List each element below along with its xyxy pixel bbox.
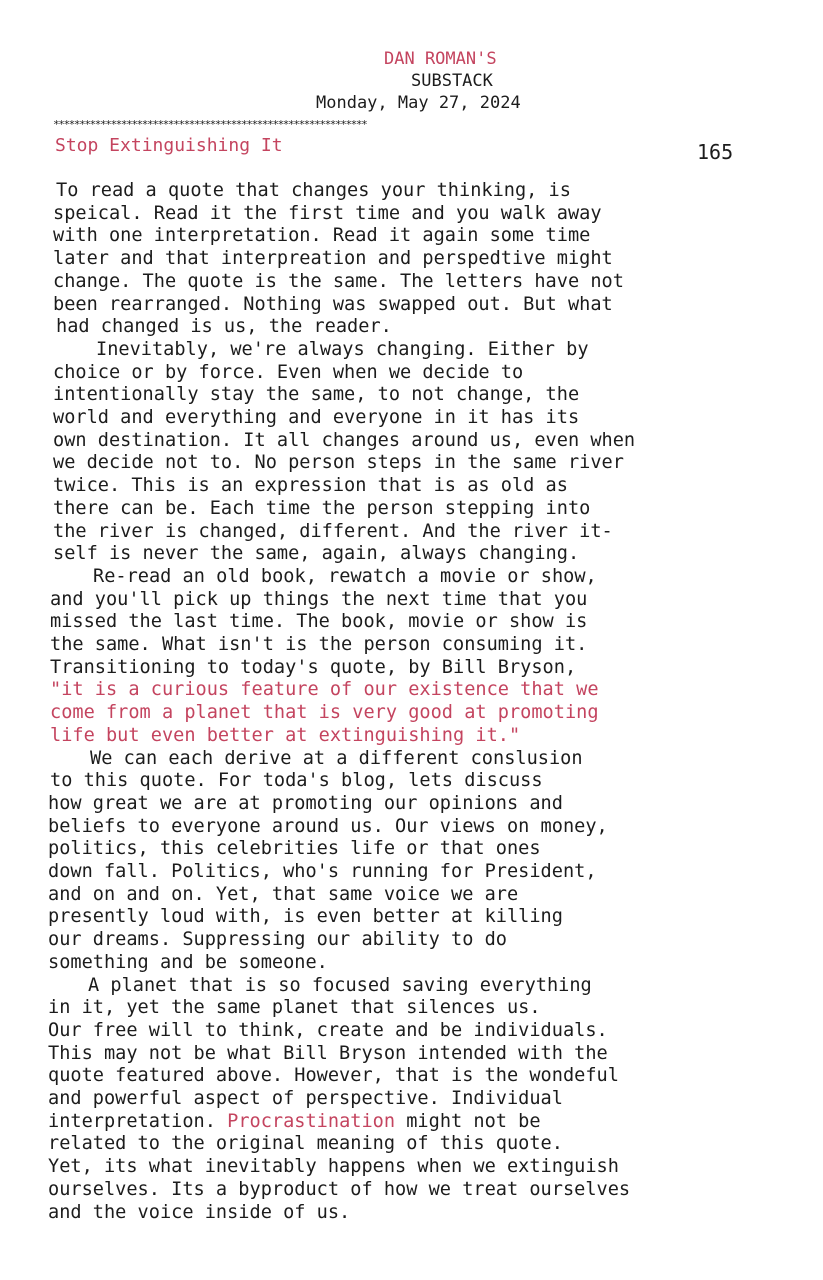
body-line: quote featured above. However, that is the wondeful: [48, 1065, 619, 1087]
body-line: missed the last time. The book, movie or show is: [50, 611, 588, 633]
body-line: been rearranged. Nothing was swapped out. But what: [53, 293, 613, 315]
post-date: Monday, May 27, 2024: [316, 93, 521, 113]
body-line: twice. This is an expression that is as old as: [53, 475, 568, 497]
body-line: there can be. Each time the person stepping into: [53, 497, 591, 519]
star-divider: ************************************************************: [53, 118, 367, 131]
body-line: in it, yet the same planet that silences us.: [48, 997, 541, 1019]
body-line: Yet, its what inevitably happens when we extinguish: [48, 1156, 619, 1178]
body-line: "it is a curious feature of our existence that we: [50, 679, 599, 701]
body-line: with one interpretation. Read it again some time: [53, 225, 591, 247]
body-line: later and that interpreation and perspedtive might: [53, 248, 613, 270]
body-line: To read a quote that changes your thinking, is: [56, 180, 571, 201]
body-line: come from a planet that is very good at promoting: [50, 702, 599, 724]
body-line: and on and on. Yet, that same voice we are: [48, 883, 519, 905]
body-line: A planet that is so focused saving everything: [88, 974, 592, 996]
author-line: DAN ROMAN'S: [384, 49, 497, 69]
body-line: This may not be what Bill Bryson intended with the: [48, 1042, 608, 1064]
body-line: beliefs to everyone around us. Our views on money,: [48, 815, 608, 837]
body-line: related to the original meaning of this quote.: [48, 1133, 563, 1155]
body-line: interpretation. Procrastination might not be: [48, 1110, 541, 1132]
body-line: to this quote. For toda's blog, lets discuss: [50, 770, 543, 792]
body-line: Our free will to think, create and be individuals.: [48, 1019, 608, 1041]
body-line: life but even better at extinguishing it.": [50, 724, 521, 746]
body-line: world and everything and everyone in it has its: [53, 407, 580, 428]
body-line: and the voice inside of us.: [48, 1201, 351, 1223]
highlighted-word: Procrastination: [227, 1110, 396, 1132]
body-line: had changed is us, the reader.: [56, 316, 392, 338]
body-line: our dreams. Suppressing our ability to do: [48, 929, 507, 951]
body-line: speical. Read it the first time and you walk away: [53, 202, 602, 224]
body-line: change. The quote is the same. The letters have not: [53, 270, 624, 292]
body-line: self is never the same, again, always changing.: [53, 543, 580, 565]
post-title: Stop Extinguishing It: [55, 135, 283, 156]
body-line: Re-read an old book, rewatch a movie or show,: [93, 565, 597, 587]
body-line: Transitioning to today's quote, by Bill Bryson,: [50, 656, 577, 678]
publication-name: SUBSTACK: [411, 71, 493, 91]
body-line: politics, this celebrities life or that ones: [48, 838, 541, 860]
body-line: presently loud with, is even better at killing: [48, 906, 563, 928]
body-line: how great we are at promoting our opinions and: [48, 792, 563, 814]
body-line: choice or by force. Even when we decide to: [53, 361, 524, 383]
body-line: we decide not to. No person steps in the same river: [53, 452, 624, 474]
body-line: down fall. Politics, who's running for President,: [48, 861, 597, 882]
page-number: 165: [697, 140, 734, 164]
body-line: own destination. It all changes around us, even when: [53, 429, 636, 451]
body-line: Inevitably, we're always changing. Either by: [96, 338, 589, 360]
body-line: ourselves. Its a byproduct of how we treat ourselves: [48, 1178, 631, 1200]
body-line: something and be someone.: [48, 951, 328, 973]
body-line: We can each derive at a different conslusion: [90, 747, 583, 769]
body-line: and powerful aspect of perspective. Individual: [48, 1088, 563, 1109]
body-line: intentionally stay the same, to not change, the: [53, 384, 580, 406]
body-line: the river is changed, different. And the river it-: [53, 520, 613, 542]
body-line: the same. What isn't is the person consuming it.: [50, 634, 588, 655]
body-line: and you'll pick up things the next time that you: [50, 588, 588, 610]
